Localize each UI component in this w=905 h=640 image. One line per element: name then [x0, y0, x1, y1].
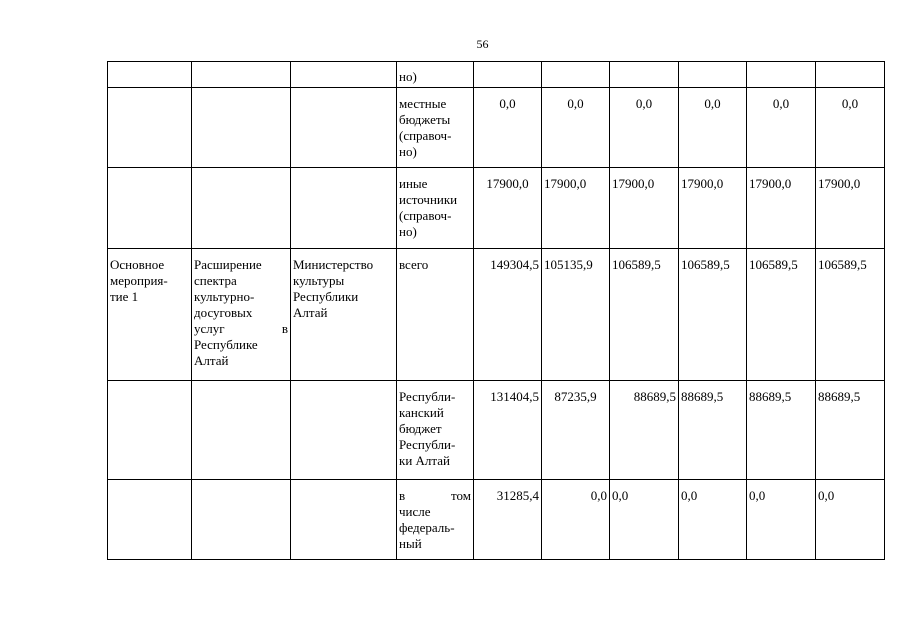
funding-source-cell: Республи- канский бюджет Республи- ки Алтай — [397, 381, 474, 480]
table-cell — [108, 88, 192, 168]
activity-description-line: Республике Алтай — [194, 337, 258, 368]
table-cell — [192, 480, 291, 560]
value-cell: 17900,0 — [747, 168, 816, 249]
value-cell — [679, 62, 747, 88]
table-cell — [291, 62, 397, 88]
funding-source-word: том — [451, 488, 471, 503]
table-cell — [192, 381, 291, 480]
value-cell: 106589,5 — [816, 249, 885, 381]
value-cell: 17900,0 — [816, 168, 885, 249]
funding-source-cell: иные источники (справоч- но) — [397, 168, 474, 249]
activity-description-justified-line — [194, 321, 288, 337]
activity-description-cell — [192, 249, 291, 381]
activity-description-word: услуг — [194, 321, 225, 336]
table-cell — [192, 62, 291, 88]
value-cell: 0,0 — [542, 88, 610, 168]
funding-source-line: числе федераль- ный — [399, 504, 455, 551]
value-cell: 0,0 — [474, 88, 542, 168]
value-cell: 105135,9 — [542, 249, 610, 381]
activity-description-line: Расширение спектра культурно- досуговых — [194, 257, 262, 320]
value-cell: 106589,5 — [610, 249, 679, 381]
budget-table — [107, 61, 885, 560]
table-row — [108, 381, 885, 480]
activity-description-word: в — [281, 321, 288, 336]
value-cell: 106589,5 — [747, 249, 816, 381]
value-cell: 0,0 — [816, 480, 885, 560]
funding-source-cell: местные бюджеты (справоч- но) — [397, 88, 474, 168]
funding-source-justified-line — [399, 488, 471, 504]
value-cell: 0,0 — [747, 88, 816, 168]
funding-source-cell: но) — [397, 62, 474, 88]
value-cell — [610, 62, 679, 88]
value-cell: 87235,9 — [542, 381, 610, 480]
page-number: 56 — [476, 37, 489, 51]
value-cell: 17900,0 — [474, 168, 542, 249]
table-cell — [192, 168, 291, 249]
activity-name-cell: Основное мероприя- тие 1 — [108, 249, 192, 381]
value-cell: 131404,5 — [474, 381, 542, 480]
table-cell — [192, 88, 291, 168]
value-cell: 0,0 — [610, 88, 679, 168]
value-cell: 0,0 — [679, 88, 747, 168]
value-cell: 17900,0 — [679, 168, 747, 249]
value-cell: 0,0 — [542, 480, 610, 560]
table-row — [108, 88, 885, 168]
table-row — [108, 62, 885, 88]
value-cell — [816, 62, 885, 88]
value-cell: 149304,5 — [474, 249, 542, 381]
value-cell: 88689,5 — [610, 381, 679, 480]
table-row — [108, 249, 885, 381]
value-cell: 0,0 — [679, 480, 747, 560]
table-cell — [291, 168, 397, 249]
value-cell: 88689,5 — [747, 381, 816, 480]
value-cell: 0,0 — [610, 480, 679, 560]
table-cell — [108, 381, 192, 480]
table-cell — [291, 88, 397, 168]
table-cell — [108, 62, 192, 88]
value-cell: 0,0 — [747, 480, 816, 560]
table-cell — [108, 168, 192, 249]
funding-source-cell — [397, 480, 474, 560]
value-cell: 17900,0 — [542, 168, 610, 249]
table-row — [108, 480, 885, 560]
value-cell — [542, 62, 610, 88]
table-cell — [291, 480, 397, 560]
table-row — [108, 168, 885, 249]
funding-source-word: в — [399, 488, 406, 503]
value-cell — [474, 62, 542, 88]
value-cell: 88689,5 — [816, 381, 885, 480]
table-cell — [291, 381, 397, 480]
table-cell — [108, 480, 192, 560]
value-cell: 88689,5 — [679, 381, 747, 480]
value-cell: 17900,0 — [610, 168, 679, 249]
value-cell: 0,0 — [816, 88, 885, 168]
value-cell: 106589,5 — [679, 249, 747, 381]
executor-cell: Министерство культуры Республики Алтай — [291, 249, 397, 381]
value-cell — [747, 62, 816, 88]
value-cell: 31285,4 — [474, 480, 542, 560]
funding-source-cell: всего — [397, 249, 474, 381]
